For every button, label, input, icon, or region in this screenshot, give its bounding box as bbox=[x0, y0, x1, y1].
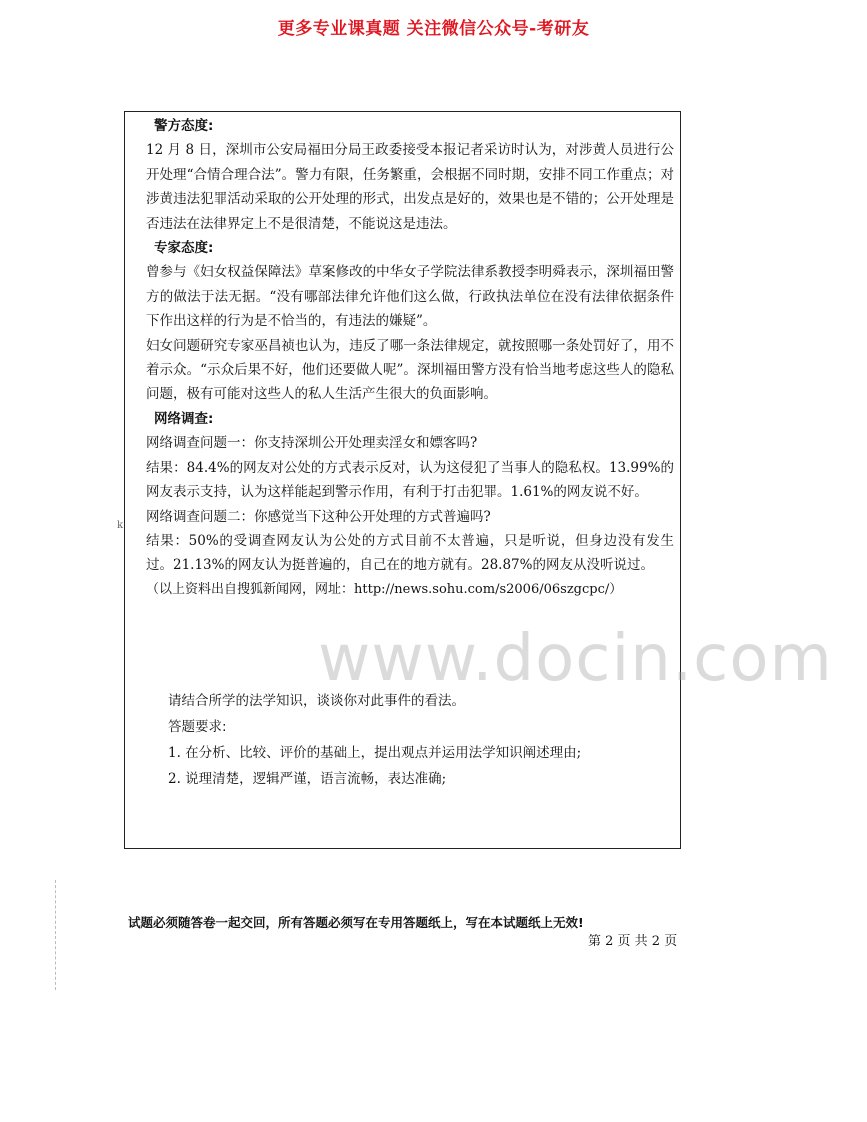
survey-heading: 网络调查: bbox=[154, 410, 214, 427]
expert-paragraph-2: 妇女问题研究专家巫昌祯也认为，违反了哪一条法律规定，就按照哪一条处罚好了，用不着示众。“示众后果不好，他们还要做人呢”。深圳福田警方没有恰当地考虑这些人的隐私问题，极有可能对这些人的私人生活产生很大的负面影响。 bbox=[146, 337, 674, 403]
requirement-2: 2. 说理清楚，逻辑严谨，语言流畅，表达准确; bbox=[168, 771, 447, 787]
footer-instruction: 试题必须随答卷一起交回，所有答题必须写在专用答题纸上，写在本试题纸上无效! bbox=[128, 915, 584, 930]
task-block bbox=[168, 688, 668, 792]
requirement-1: 1. 在分析、比较、评价的基础上，提出观点并运用法学知识阐述理由; bbox=[168, 745, 582, 761]
scan-side-mark: k bbox=[117, 520, 124, 531]
survey-result-2: 结果：50%的受调查网友认为公处的方式目前不太普遍，只是听说，但身边没有发生过。21.13%的网友认为挺普遍的，自己在的地方就有。28.87%的网友从没听说过。 bbox=[146, 532, 674, 574]
survey-question-1: 网络调查问题一：你支持深圳公开处理卖淫女和嫖客吗? bbox=[146, 435, 478, 452]
banner-title: 更多专业课真题 关注微信公众号-考研友 bbox=[277, 19, 590, 39]
task-prompt: 请结合所学的法学知识，谈谈你对此事件的看法。 bbox=[168, 693, 465, 709]
requirements-heading: 答题要求: bbox=[168, 719, 227, 735]
survey-result-1: 结果：84.4%的网友对公处的方式表示反对，认为这侵犯了当事人的隐私权。13.99%的网友表示支持，认为这样能起到警示作用，有利于打击犯罪。1.61%的网友说不好。 bbox=[146, 459, 674, 501]
scan-edge-line bbox=[55, 880, 57, 990]
police-text: 12 月 8 日，深圳市公安局福田分局王政委接受本报记者采访时认为，对涉黄人员进行公开处理“合情合理合法”。警力有限，任务繁重，会根据不同时期，安排不同工作重点；对涉黄违法犯罪活动采取的公开处理的形式，出发点是好的，效果也是不错的；公开处理是否违法在法律界定上不是很清楚，不能说这是违法。 bbox=[146, 142, 674, 232]
survey-question-2: 网络调查问题二：你感觉当下这种公开处理的方式普遍吗? bbox=[146, 508, 491, 525]
expert-paragraph-1: 曾参与《妇女权益保障法》草案修改的中华女子学院法律系教授李明舜表示，深圳福田警方的做法于法无据。“没有哪部法律允许他们这么做，行政执法单位在没有法律依据条件下作出这样的行为是不恰当的，有违法的嫌疑”。 bbox=[146, 264, 674, 330]
exam-content bbox=[146, 114, 674, 602]
page-number: 第 2 页 共 2 页 bbox=[588, 934, 678, 949]
docin-watermark: www.docin.com bbox=[318, 622, 833, 696]
police-heading: 警方态度: bbox=[154, 118, 214, 134]
source-note: （以上资料出自搜狐新闻网，网址：http://news.sohu.com/s2006/06szgcpc/） bbox=[146, 581, 623, 597]
expert-heading: 专家态度: bbox=[154, 240, 214, 257]
